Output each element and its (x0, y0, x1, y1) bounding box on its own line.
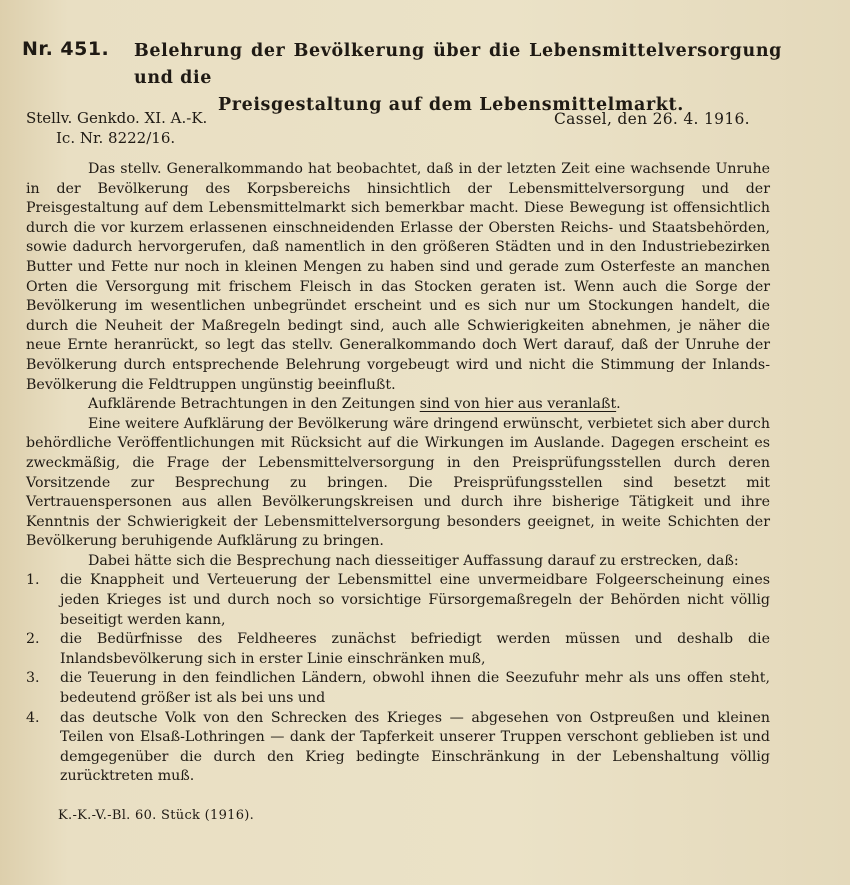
numbered-list (26, 571, 770, 787)
list-item (26, 571, 770, 630)
office-line-2: Ic. Nr. 8222/16. (56, 129, 176, 147)
paragraph-3: Eine weitere Aufklärung der Bevölkerung wäre dringend erwünscht, verbietet sich aber durch behördliche Veröffentlichungen mit Rücksicht auf die Wirkungen im Auslande. Dagegen erscheint es zweckmäßig, die Frage der Lebensmittelversorgung in den Preisprüfungsstellen durch deren Vorsitzende zur Besprechung zu bringen. Die Preisprüfungsstellen sind besetzt mit Vertrauenspersonen aus allen Bevölkerungskreisen und durch ihre bisherige Tätigkeit und ihre Kenntnis der Schwierigkeit der Lebensmittelversorgung besonders geeignet, in weite Schichten der Bevölkerung beruhigende Aufklärung zu bringen. (26, 415, 770, 550)
list-item-text: die Knappheit und Verteuerung der Lebensmittel eine unvermeidbare Folgeerscheinung eines jeden Krieges ist und durch noch so vorsichtige Fürsorgemaßregeln der Behörden nicht völlig beseitigt werden kann, (60, 572, 770, 628)
list-item-text: die Bedürfnisse des Feldheeres zunächst befriedigt werden müssen und deshalb die Inlandsbevölkerung sich in erster Linie einschränken muß, (60, 631, 770, 667)
list-item-text: das deutsche Volk von den Schrecken des Krieges — abgesehen von Ostpreußen und kleinen Teilen von Elsaß-Lothringen — dank der Tapferkeit unserer Truppen verschont geblieben ist und demgegenüber die durch den Krieg bedingte Einschränkung in der Lebenshaltung völlig zurücktreten muß. (60, 709, 770, 785)
list-item (26, 669, 770, 708)
paragraph-2-end: . (616, 396, 621, 413)
underlined-phrase: sind von hier aus veranlaßt (419, 396, 617, 413)
title-line-2: Preisgestaltung auf dem Lebensmittelmarkt. (218, 95, 684, 115)
paragraph-4: Dabei hätte sich die Besprechung nach diesseitiger Auffassung darauf zu erstrecken, daß: (88, 552, 739, 569)
list-item-number: 4. (26, 709, 40, 726)
list-item-text: die Teuerung in den feindlichen Ländern, obwohl ihnen die Seezufuhr mehr als uns offen steht, bedeutend größer ist als bei uns und (60, 670, 770, 707)
paragraph-2 (26, 395, 770, 415)
paragraph-1: Das stellv. Generalkommando hat beobachtet, daß in der letzten Zeit eine wachsende Unruhe in der Bevölkerung des Korpsbereichs hinsichtlich der Lebensmittelversorgung und der Preisgestaltung auf dem Lebensmittelmarkt sich bemerkbar macht. Diese Bewegung ist offensichtlich durch die vor kurzem erlassenen einschneidenden Erlasse der Obersten Reichs- und Staatsbehörden, sowie dadurch hervorgerufen, daß namentlich in den größeren Städten und in den Industriebezirken Butter und Fette nur noch in kleinen Mengen zu haben sind und gerade zum Osterfeste an manchen Orten die Versorgung mit frischem Fleisch in das Stocken geraten ist. Wenn auch die Sorge der Bevölkerung im wesentlichen unbegründet erscheint und es sich nur um Stockungen handelt, die durch die Neuheit der Maßregeln bedingt sind, auch alle Schwierigkeiten abnehmen, je näher die neue Ernte heranrückt, so legt das stellv. Generalkommando doch Wert darauf, daß der Unruhe der Bevölkerung durch entsprechende Belehrung vorgebeugt wird und nicht die Stimmung der Inlands-Bevölkerung die Feldtruppen ungünstig beeinflußt. (26, 161, 770, 393)
list-item (26, 630, 770, 669)
list-item-number: 2. (26, 631, 40, 648)
source-citation: K.-K.-V.-Bl. 60. Stück (1916). (58, 808, 255, 823)
office-line-1: Stellv. Genkdo. XI. A.-K. (26, 109, 208, 127)
title-line-1: Belehrung der Bevölkerung über die Lebensmittelversorgung und die (134, 41, 782, 88)
document-title (134, 38, 782, 119)
document-number: Nr. 451. (22, 38, 110, 60)
list-item (26, 709, 770, 787)
document-body (26, 160, 770, 787)
list-item-number: 1. (26, 572, 40, 589)
list-item-number: 3. (26, 670, 40, 687)
paragraph-2-start: Aufklärende Betrachtungen in den Zeitungen (88, 396, 420, 413)
document-heading (22, 38, 782, 119)
dateline: Cassel, den 26. 4. 1916. (554, 110, 750, 128)
office-reference (26, 108, 207, 148)
